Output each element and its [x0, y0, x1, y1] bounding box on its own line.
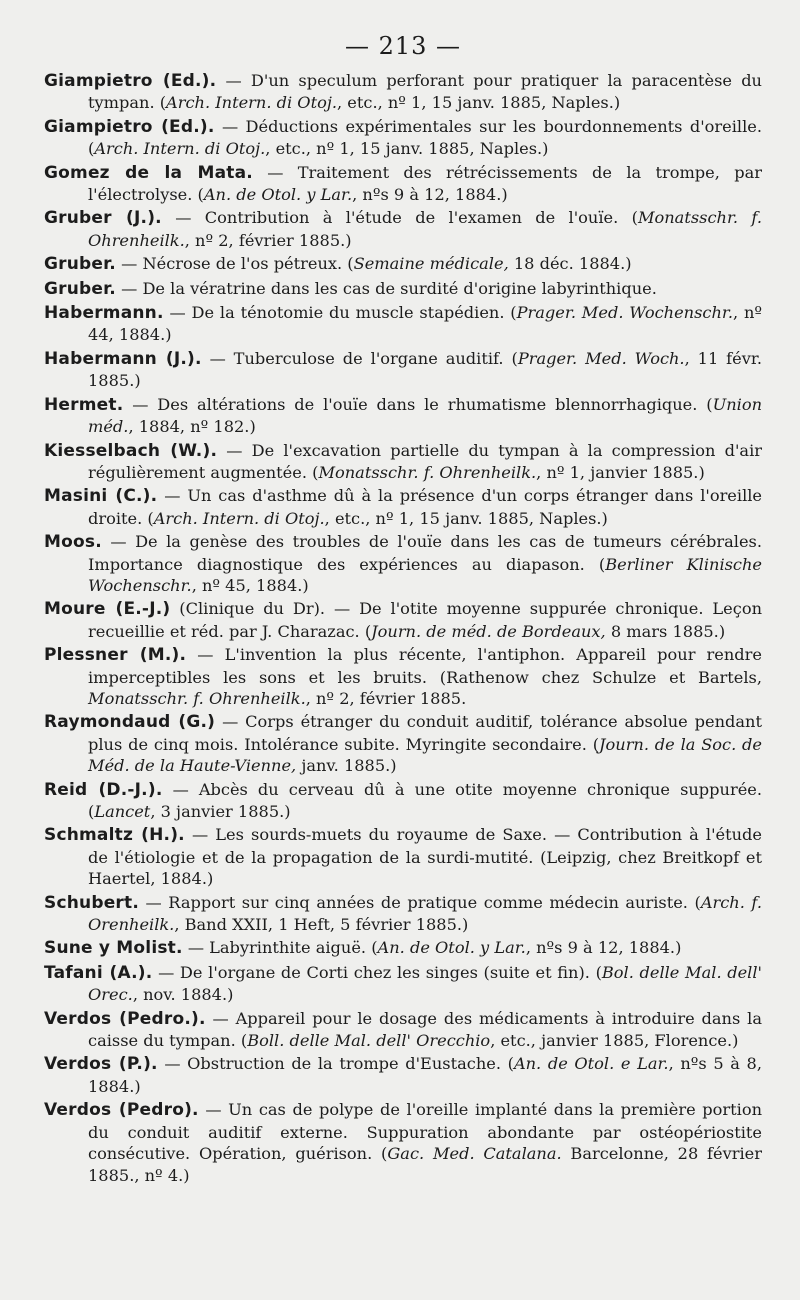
- entry-author: Verdos (Pedro.).: [44, 1008, 206, 1029]
- entry-text: — Obstruction de la trompe d'Eustache. (: [164, 1054, 514, 1074]
- entry-author: Habermann.: [44, 303, 164, 324]
- entry-author: Reid (D.-J.).: [44, 779, 163, 800]
- entry-text: — Nécrose de l'os pétreux. (: [121, 254, 354, 274]
- entry-author: Moure (E.-J.): [44, 599, 171, 620]
- entry-text: — De la genèse des troubles de l'ouïe dans les cas de tumeurs cérébrales. Importance diagnostique des expériences au diapason. (: [88, 532, 762, 574]
- entry-text: — Déductions expérimentales sur les bourdonnements d'oreille. (: [88, 116, 762, 159]
- bibliography-entry: [44, 116, 762, 160]
- entry-tail: Barcelonne, 28 février 1885., nº 4.): [88, 1144, 762, 1185]
- entry-tail: , nºs 9 à 12, 1884.): [525, 938, 682, 958]
- bibliography-entry: [44, 531, 762, 596]
- bibliography-entry: [44, 70, 762, 114]
- entry-text: — Un cas d'asthme dû à la présence d'un corps étranger dans l'oreille droite. (: [88, 486, 763, 528]
- bibliography-entry: [44, 1053, 762, 1097]
- entry-author: Giampietro (Ed.).: [44, 116, 215, 137]
- entry-tail: , nº 1, janvier 1885.): [536, 462, 705, 482]
- bibliography-entry: [44, 485, 762, 529]
- entry-text: — Un cas de polype de l'oreille implanté dans la première portion du conduit auditif externe. Suppuration abondante par ostéopériostite consécutive. Opération, guérison. (: [88, 1100, 763, 1164]
- bibliography-entry: [44, 962, 762, 1006]
- entry-author: Kiesselbach (W.).: [44, 440, 218, 461]
- entry-tail: , nº 2, février 1885.: [305, 688, 467, 708]
- entry-source: Monatsschr. f. Ohrenheilk.: [88, 688, 306, 708]
- entry-source: An. de Otol. y Lar.: [203, 185, 353, 205]
- bibliography-entry: [44, 1008, 762, 1052]
- entry-author: Giampietro (Ed.).: [44, 71, 217, 91]
- entry-source: An. de Otol. y Lar.: [377, 938, 526, 958]
- entry-source: Prager. Med. Woch.: [517, 348, 685, 368]
- entry-text: — Traitement des rétrécissements de la trompe, par l'électrolyse. (: [88, 162, 762, 205]
- entry-tail: , Band XXII, 1 Heft, 5 février 1885.): [174, 915, 469, 935]
- entry-author: Verdos (Pedro).: [44, 1100, 199, 1121]
- entry-tail: , etc., nº 1, 15 janv. 1885, Naples.): [324, 508, 608, 528]
- page-number: — 213 —: [344, 32, 462, 60]
- entry-tail: , 3 janvier 1885.): [150, 802, 291, 821]
- entry-text: — Abcès du cerveau dû à une otite moyenne chronique suppurée. (: [88, 779, 762, 821]
- entry-author: Gruber.: [44, 254, 116, 275]
- entry-tail: , nº 44, 1884.): [88, 303, 763, 345]
- bibliography-entry: [44, 348, 762, 392]
- bibliography-entry: [44, 598, 762, 642]
- entry-tail: , nºs 9 à 12, 1884.): [352, 185, 508, 205]
- entry-tail: , etc., nº 1, 15 janv. 1885, Naples.): [337, 93, 621, 113]
- entry-tail: 18 déc. 1884.): [508, 254, 632, 274]
- entry-source: Monatsschr. f. Ohrenheilk.: [88, 208, 762, 250]
- bibliography-entry: [44, 644, 762, 709]
- entry-author: Schmaltz (H.).: [44, 825, 185, 846]
- entry-text: — Les sourds-muets du royaume de Saxe. — Contribution à l'étude de l'étiologie et de la propagation de la surdi-mutité. (Leipzig, chez Breitkopf et Haertel, 1884.): [88, 825, 763, 889]
- entry-source: Arch. f. Orenheilk.: [88, 892, 762, 935]
- entry-source: Boll. delle Mal. dell' Orecchio: [247, 1031, 491, 1051]
- entry-text: — L'invention la plus récente, l'antiphon. Appareil pour rendre imperceptibles les sons et les bruits. (Rathenow chez Schulze et Bartels,: [88, 645, 762, 687]
- entry-author: Gruber (J.).: [44, 208, 162, 229]
- entry-source: Bol. delle Mal. dell' Orec.: [88, 962, 762, 1005]
- entry-source: Union méd.: [88, 394, 762, 437]
- bibliography-entry: [44, 440, 762, 484]
- entry-text: — D'un speculum perforant pour pratiquer la paracentèse du tympan. (: [88, 71, 762, 113]
- bibliography-list: [44, 70, 762, 1186]
- entry-source: Monatsschr. f. Ohrenheilk.: [318, 462, 537, 482]
- entry-tail: , etc., nº 1, 15 janv. 1885, Naples.): [265, 139, 549, 159]
- entry-source: Journ. de méd. de Bordeaux,: [371, 621, 606, 641]
- entry-author: Moos.: [44, 532, 102, 553]
- bibliography-entry: [44, 779, 762, 823]
- entry-author: Masini (C.).: [44, 486, 158, 507]
- entry-source: Arch. Intern. di Otoj.: [94, 139, 266, 159]
- entry-author: Gomez de la Mata.: [44, 162, 253, 183]
- entry-tail: , 11 févr. 1885.): [88, 348, 762, 391]
- entry-text: (Clinique du Dr). — De l'otite moyenne suppurée chronique. Leçon recueillie et réd. par J. Charazac. (: [88, 599, 762, 641]
- bibliography-entry: [44, 207, 762, 251]
- entry-text: — Tuberculose de l'organe auditif. (: [209, 348, 518, 368]
- entry-source: Semaine médicale,: [353, 254, 509, 274]
- entry-text: — De la vératrine dans les cas de surdité d'origine labyrinthique.: [121, 278, 657, 298]
- entry-source: An. de Otol. e Lar.: [513, 1054, 669, 1074]
- bibliography-entry: [44, 892, 762, 936]
- entry-source: Lancet: [94, 802, 151, 821]
- bibliography-entry: [44, 824, 762, 889]
- entry-author: Habermann (J.).: [44, 348, 202, 369]
- entry-author: Plessner (M.).: [44, 645, 187, 666]
- entry-text: — Appareil pour le dosage des médicaments à introduire dans la caisse du tympan. (: [88, 1008, 762, 1051]
- bibliography-entry: [44, 394, 762, 438]
- entry-author: Tafani (A.).: [44, 962, 153, 983]
- entry-author: Raymondaud (G.): [44, 712, 216, 733]
- entry-text: — Labyrinthite aiguë. (: [187, 938, 378, 958]
- entry-tail: , nº 2, février 1885.): [184, 230, 352, 250]
- entry-tail: , nºs 5 à 8, 1884.): [88, 1054, 762, 1096]
- bibliography-entry: [44, 162, 762, 206]
- entry-source: Journ. de la Soc. de Méd. de la Haute-Vienne,: [88, 734, 763, 776]
- entry-source: Gac. Med. Catalana.: [387, 1144, 562, 1164]
- bibliography-entry: [44, 302, 762, 346]
- entry-text: — De la ténotomie du muscle stapédien. (: [169, 303, 517, 323]
- bibliography-entry: [44, 253, 762, 275]
- entry-author: Verdos (P.).: [44, 1054, 158, 1075]
- entry-tail: , nov. 1884.): [132, 985, 234, 1005]
- entry-author: Gruber.: [44, 278, 116, 299]
- bibliography-entry: [44, 278, 762, 300]
- entry-author: Hermet.: [44, 394, 124, 415]
- entry-text: — Rapport sur cinq années de pratique comme médecin auriste. (: [145, 892, 701, 912]
- entry-text: — Contribution à l'étude de l'examen de l'ouïe. (: [175, 208, 638, 228]
- entry-text: — De l'excavation partielle du tympan à la compression d'air régulièrement augmentée. (: [88, 440, 763, 482]
- bibliography-entry: [44, 1099, 762, 1186]
- entry-source: Prager. Med. Wochenschr.: [516, 303, 733, 323]
- entry-source: Arch. Intern. di Otoj.: [153, 508, 325, 528]
- entry-text: — De l'organe de Corti chez les singes (suite et fin). (: [158, 962, 602, 982]
- entry-tail: , etc., janvier 1885, Florence.): [490, 1031, 739, 1051]
- bibliography-entry: [44, 937, 762, 959]
- entry-tail: , 1884, nº 182.): [128, 417, 256, 437]
- entry-tail: janv. 1885.): [296, 756, 397, 776]
- bibliography-entry: [44, 711, 762, 776]
- entry-text: — Des altérations de l'ouïe dans le rhumatisme blennorrhagique. (: [132, 394, 713, 414]
- entry-source: Arch. Intern. di Otoj.: [166, 93, 337, 113]
- entry-author: Schubert.: [44, 892, 139, 913]
- entry-text: — Corps étranger du conduit auditif, tolérance absolue pendant plus de cinq mois. Intolérance subite. Myringite secondaire. (: [88, 712, 762, 754]
- entry-author: Sune y Molist.: [44, 938, 183, 959]
- entry-source: Berliner Klinische Wochenschr.: [88, 554, 762, 595]
- entry-tail: , nº 45, 1884.): [191, 575, 309, 595]
- entry-tail: 8 mars 1885.): [605, 621, 726, 641]
